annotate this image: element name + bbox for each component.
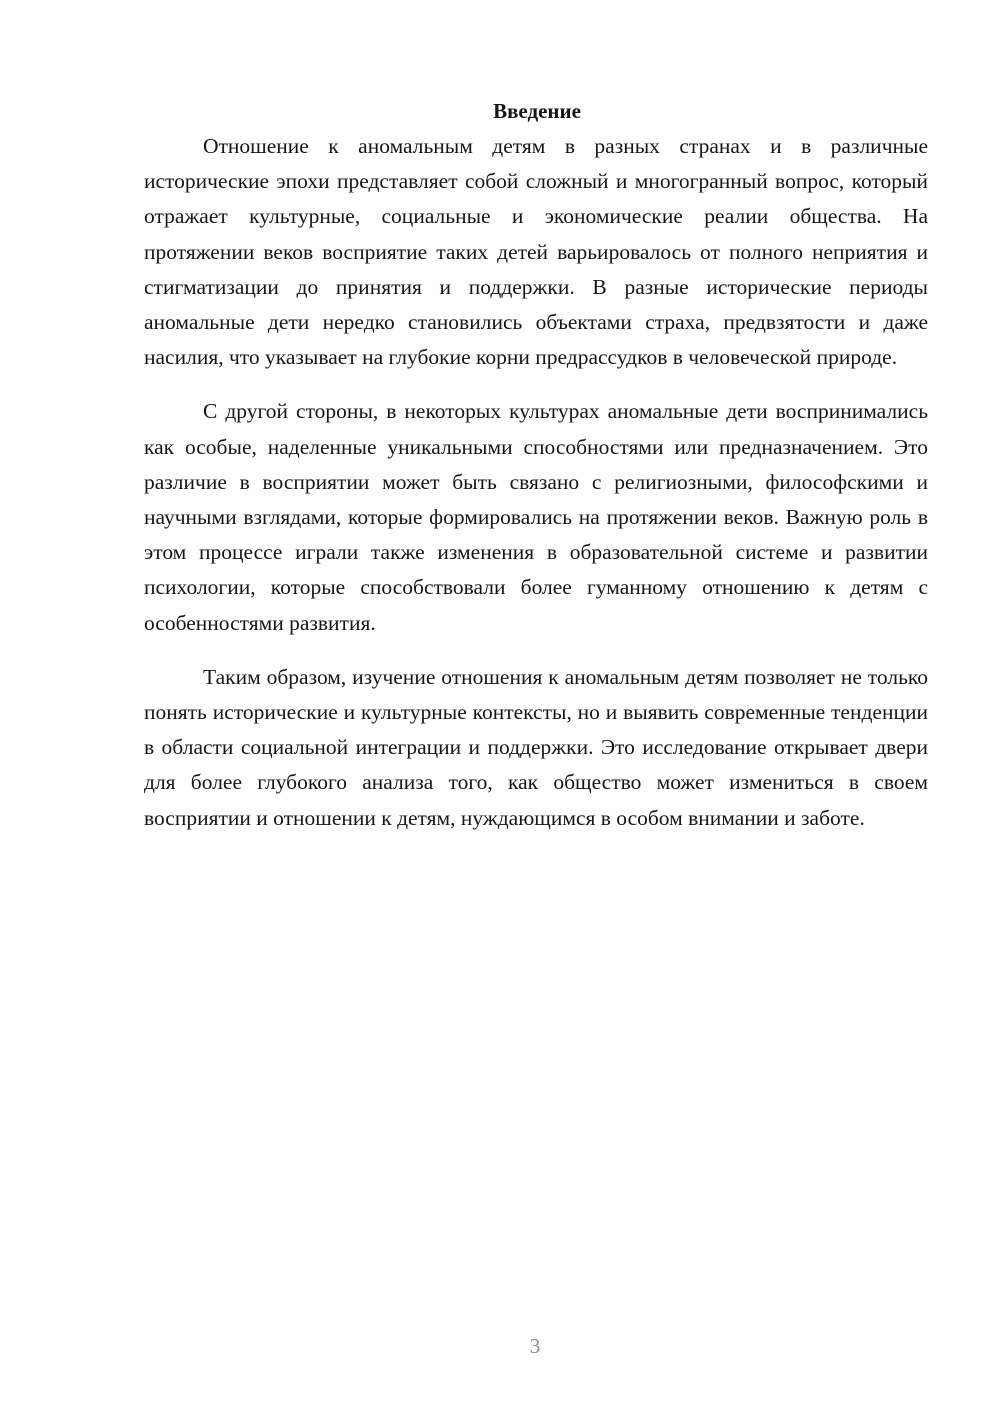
document-body xyxy=(144,96,928,855)
paragraph-2: С другой стороны, в некоторых культурах аномальные дети воспринимались как особые, наделенные уникальными способностями или предназначением. Это различие в восприятии может быть связано с религиозными, философскими и научными взглядами, которые формировались на протяжении веков. Важную роль в этом процессе играли также изменения в образовательной системе и развитии психологии, которые способствовали более гуманному отношению к детям с особенностями развития. xyxy=(144,399,928,635)
paragraph-3: Таким образом, изучение отношения к аномальным детям позволяет не только понять исторические и культурные контексты, но и выявить современные тенденции в области социальной интеграции и поддержки. Это исследование открывает двери для более глубокого анализа того, как общество может измениться в своем восприятии и отношении к детям, нуждающимся в особом внимании и заботе. xyxy=(144,664,928,830)
page-number: 3 xyxy=(529,1334,541,1358)
section-title: Введение xyxy=(493,99,581,123)
paragraph-1: Отношение к аномальным детям в разных странах и в различные исторические эпохи представляет собой сложный и многогранный вопрос, который отражает культурные, социальные и экономические реалии общества. На протяжении веков восприятие таких детей варьировалось от полного неприятия и стигматизации до принятия и поддержки. В разные исторические периоды аномальные дети нередко становились объектами страха, предвзятости и даже насилия, что указывает на глубокие корни предрассудков в человеческой природе. xyxy=(144,134,928,370)
